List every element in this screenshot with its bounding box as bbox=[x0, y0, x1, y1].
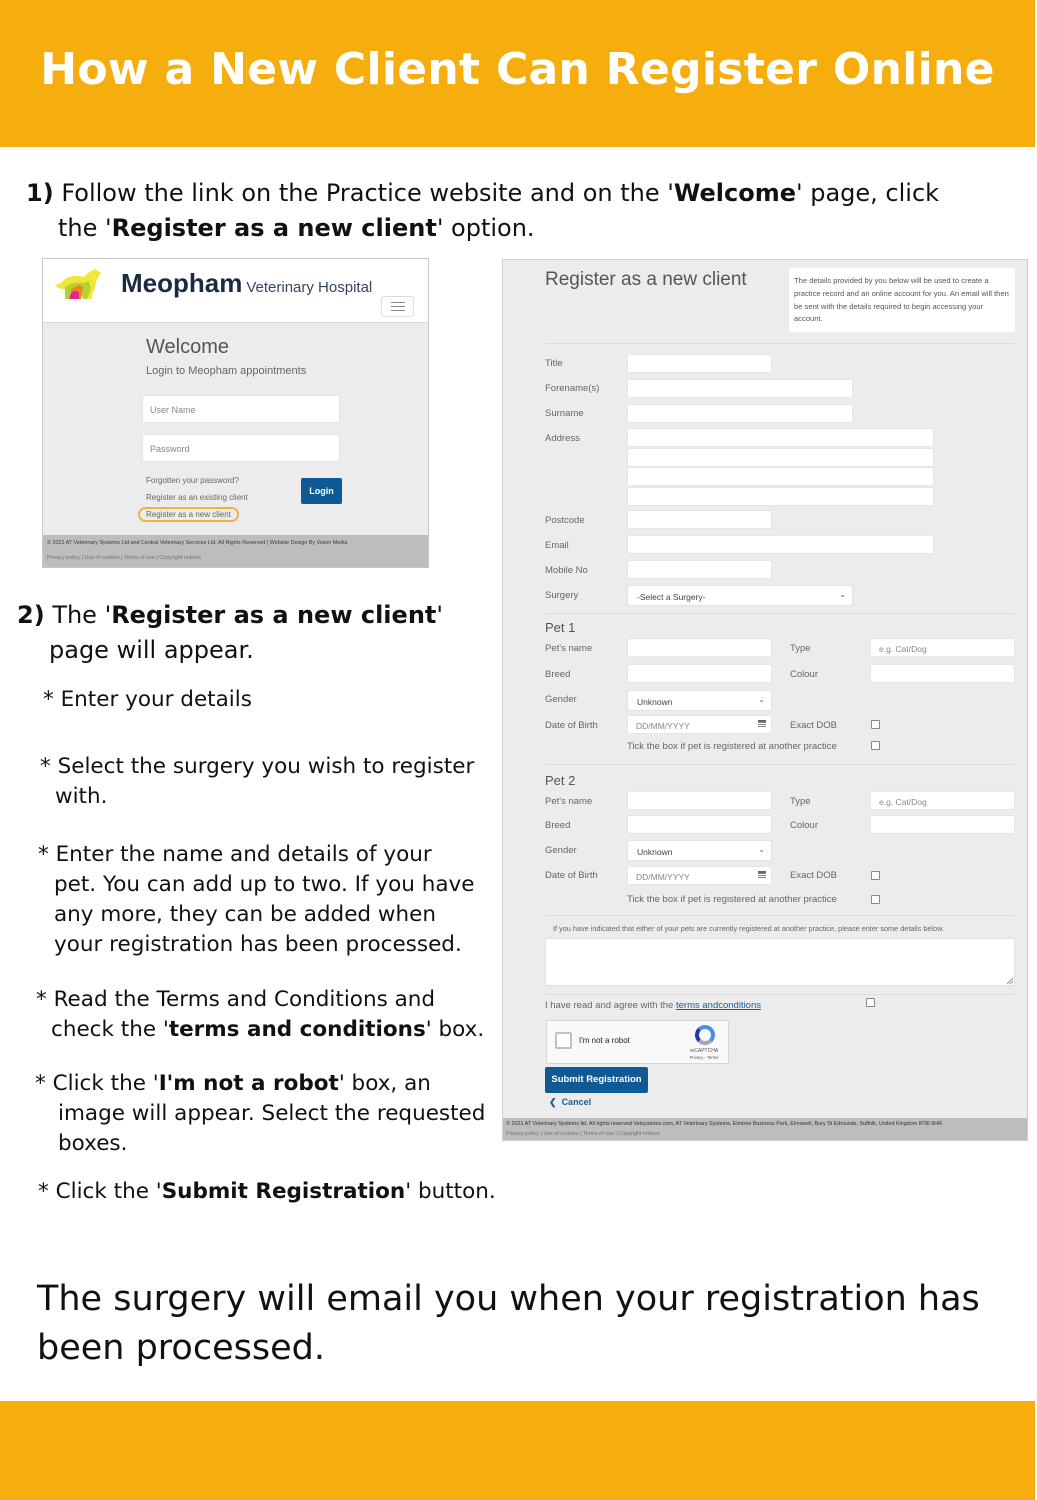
email-label: Email bbox=[545, 540, 569, 551]
step-1-instructions bbox=[26, 176, 1016, 246]
pet-2-exact-dob-checkbox[interactable] bbox=[871, 871, 880, 880]
pet-1-colour-label: Colour bbox=[790, 669, 818, 680]
bullet-text: check the ' bbox=[51, 1017, 169, 1042]
step-text-line: page will appear. bbox=[49, 636, 254, 664]
pet-2-other-practice-checkbox[interactable] bbox=[871, 895, 880, 904]
step-text: The ' bbox=[52, 601, 112, 629]
surname-label: Surname bbox=[545, 408, 584, 419]
welcome-page-screenshot bbox=[42, 258, 429, 568]
pet-1-colour-input[interactable] bbox=[870, 664, 1015, 683]
pet-2-dob-label: Date of Birth bbox=[545, 870, 598, 881]
pet-1-dob-label: Date of Birth bbox=[545, 720, 598, 731]
address-line-2-input[interactable] bbox=[627, 448, 934, 467]
bullet-text: ' box. bbox=[425, 1017, 485, 1042]
pet-2-name-input[interactable] bbox=[627, 791, 772, 810]
bullet-text: your registration has been processed. bbox=[54, 932, 462, 957]
step-number: 2) bbox=[17, 601, 45, 629]
bullet-text-bold: Submit Registration bbox=[161, 1179, 406, 1204]
bullet-submit bbox=[38, 1177, 508, 1207]
site-header bbox=[43, 259, 428, 323]
mobile-input[interactable] bbox=[627, 560, 772, 579]
calendar-icon[interactable] bbox=[758, 871, 766, 879]
calendar-icon[interactable] bbox=[758, 720, 766, 728]
copyright-text: © 2021 AT Veterinary Systems Ltd and Central Veterinary Services Ltd. All Rights Reserved | Website Design By Vision Media bbox=[47, 540, 348, 546]
forgot-password-link[interactable]: Forgotten your password? bbox=[146, 476, 239, 485]
terms-agreement bbox=[545, 1000, 761, 1011]
step-text: ' page, click bbox=[796, 179, 940, 207]
pet-1-type-label: Type bbox=[790, 643, 811, 654]
pet-2-heading: Pet 2 bbox=[545, 773, 576, 788]
divider bbox=[545, 915, 1015, 916]
recaptcha-label: I'm not a robot bbox=[579, 1036, 630, 1045]
footer-banner bbox=[0, 1401, 1035, 1500]
chevron-down-icon: ⌄ bbox=[758, 695, 765, 704]
address-line-3-input[interactable] bbox=[627, 467, 934, 486]
login-button[interactable]: Login bbox=[301, 478, 342, 504]
divider bbox=[545, 994, 1015, 995]
pet-2-exact-dob-label: Exact DOB bbox=[790, 870, 837, 881]
bullet-text-bold: I'm not a robot bbox=[158, 1071, 339, 1096]
surname-input[interactable] bbox=[627, 404, 853, 423]
recaptcha-checkbox[interactable] bbox=[555, 1032, 572, 1049]
title-input[interactable] bbox=[627, 354, 772, 373]
pet-1-heading: Pet 1 bbox=[545, 620, 576, 635]
address-line-1-input[interactable] bbox=[627, 428, 934, 447]
bullet-text: ' button. bbox=[405, 1179, 496, 1204]
pet-2-breed-input[interactable] bbox=[627, 815, 772, 834]
pet-1-name-label: Pet's name bbox=[545, 643, 593, 654]
pet-2-gender-label: Gender bbox=[545, 845, 577, 856]
dob-placeholder: DD/MM/YYYY bbox=[636, 721, 690, 731]
dob-placeholder: DD/MM/YYYY bbox=[636, 872, 690, 882]
divider bbox=[545, 764, 1015, 765]
footer-links[interactable]: Privacy policy | Use of cookies | Terms of use | Copyright notices bbox=[506, 1131, 660, 1137]
pet-1-dob-input[interactable] bbox=[627, 715, 772, 734]
cancel-label: Cancel bbox=[561, 1097, 592, 1107]
site-footer bbox=[43, 535, 428, 568]
pet-2-dob-input[interactable] bbox=[627, 866, 772, 885]
bullet-text: * Enter your details bbox=[43, 687, 252, 712]
bullet-captcha bbox=[35, 1069, 515, 1159]
footer-links[interactable]: Privacy policy | Use of cookies | Terms of use | Copyright notices bbox=[47, 555, 201, 561]
mobile-label: Mobile No bbox=[545, 565, 588, 576]
brand-name: Meopham bbox=[121, 268, 243, 298]
register-existing-client-link[interactable]: Register as an existing client bbox=[146, 493, 248, 502]
chevron-left-icon: ❮ bbox=[549, 1097, 557, 1107]
email-input[interactable] bbox=[627, 535, 934, 554]
divider bbox=[545, 613, 1015, 614]
pet-1-name-input[interactable] bbox=[627, 638, 772, 657]
title-label: Title bbox=[545, 358, 563, 369]
bullet-pet-details bbox=[38, 840, 508, 960]
forename-label: Forename(s) bbox=[545, 383, 600, 394]
surgery-selected-value: -Select a Surgery- bbox=[637, 592, 706, 602]
bullet-text: * Select the surgery you wish to register bbox=[40, 754, 475, 779]
pet-1-type-input[interactable]: e.g. Cat/Dog bbox=[870, 638, 1015, 657]
pet-2-other-practice-label: Tick the box if pet is registered at another practice bbox=[627, 894, 837, 905]
pets-logo-icon bbox=[51, 265, 107, 305]
other-practice-note: If you have indicated that either of your pets are currently registered at another practice, please enter some details below. bbox=[553, 924, 945, 933]
pet-2-type-label: Type bbox=[790, 796, 811, 807]
gender-selected-value: Unknown bbox=[637, 847, 673, 857]
bullet-text-bold: terms and conditions bbox=[168, 1017, 426, 1042]
step-text: Follow the link on the Practice website and on the ' bbox=[61, 179, 674, 207]
pet-1-other-practice-checkbox[interactable] bbox=[871, 741, 880, 750]
chevron-down-icon: ⌄ bbox=[758, 845, 765, 854]
welcome-subtitle: Login to Meopham appointments bbox=[146, 365, 307, 377]
surgery-label: Surgery bbox=[545, 590, 579, 601]
copyright-text: © 2021 AT Veterinary Systems ltd. All rights reserved Vetsystems.com, AT Veterinary Systems, Elmtree Business Park, Elmswell, Bury St Edmunds, Suffolk, United Kingdom IP30 9HR bbox=[506, 1121, 943, 1127]
register-new-client-link[interactable]: Register as a new client bbox=[138, 507, 239, 522]
bullet-text: * Click the ' bbox=[38, 1179, 162, 1204]
bullet-text: boxes. bbox=[58, 1131, 128, 1156]
chevron-down-icon: ⌄ bbox=[839, 590, 846, 599]
pet-2-gender-select[interactable] bbox=[627, 840, 772, 861]
bullet-text: any more, they can be added when bbox=[54, 902, 436, 927]
gender-selected-value: Unknown bbox=[637, 697, 673, 707]
bullet-text: image will appear. Select the requested bbox=[58, 1101, 486, 1126]
username-input[interactable]: User Name bbox=[142, 395, 340, 423]
login-panel bbox=[43, 323, 428, 535]
step-number: 1) bbox=[26, 179, 54, 207]
postcode-input[interactable] bbox=[627, 510, 772, 529]
pet-2-colour-input[interactable] bbox=[870, 815, 1015, 834]
terms-link[interactable]: terms andconditions bbox=[675, 1000, 762, 1011]
bullet-text: pet. You can add up to two. If you have bbox=[54, 872, 475, 897]
brand-subtitle: Veterinary Hospital bbox=[246, 279, 373, 296]
pet-2-type-input[interactable]: e.g. Cat/Dog bbox=[870, 791, 1015, 810]
step-text-bold: Welcome bbox=[673, 179, 796, 207]
recaptcha-widget bbox=[546, 1020, 729, 1064]
step-text-bold: Register as a new client bbox=[111, 214, 437, 242]
bullet-select-surgery bbox=[40, 752, 510, 812]
bullet-terms bbox=[36, 985, 506, 1045]
recaptcha-links[interactable]: Privacy - Terms bbox=[689, 1055, 719, 1060]
pet-1-breed-label: Breed bbox=[545, 669, 571, 680]
step-text: the ' bbox=[58, 214, 112, 242]
pet-1-gender-select[interactable] bbox=[627, 690, 772, 711]
bullet-text: * Enter the name and details of your bbox=[38, 842, 432, 867]
password-input[interactable]: Password bbox=[142, 434, 340, 462]
closing-line: The surgery will email you when your registration has bbox=[37, 1279, 980, 1319]
cancel-link[interactable] bbox=[549, 1097, 591, 1108]
register-info-box: The details provided by you below will be used to create a practice record and an online account for you. An email will then be sent with the details required to begin accessing your account. bbox=[789, 268, 1015, 332]
pet-1-exact-dob-checkbox[interactable] bbox=[871, 720, 880, 729]
bullet-enter-details bbox=[43, 685, 513, 715]
step-text: ' bbox=[436, 601, 443, 629]
terms-text: I have read and agree with the bbox=[545, 1000, 676, 1011]
welcome-heading: Welcome bbox=[146, 336, 229, 358]
step-text: ' option. bbox=[436, 214, 535, 242]
resize-handle-icon[interactable] bbox=[1007, 978, 1013, 984]
header-banner bbox=[0, 0, 1035, 147]
bullet-text: * Read the Terms and Conditions and bbox=[36, 987, 436, 1012]
postcode-label: Postcode bbox=[545, 515, 585, 526]
bullet-text: with. bbox=[55, 784, 108, 809]
terms-checkbox[interactable] bbox=[866, 998, 875, 1007]
pet-2-breed-label: Breed bbox=[545, 820, 571, 831]
surgery-select[interactable] bbox=[627, 585, 853, 606]
pet-1-breed-input[interactable] bbox=[627, 664, 772, 683]
step-2-instructions bbox=[17, 598, 487, 668]
bullet-text: ' box, an bbox=[338, 1071, 431, 1096]
step-text-bold: Register as a new client bbox=[111, 601, 437, 629]
register-heading: Register as a new client bbox=[545, 269, 747, 290]
page-title: How a New Client Can Register Online bbox=[40, 44, 995, 95]
address-line-4-input[interactable] bbox=[627, 487, 934, 506]
pet-2-colour-label: Colour bbox=[790, 820, 818, 831]
pet-2-name-label: Pet's name bbox=[545, 796, 593, 807]
brand bbox=[121, 268, 372, 299]
step-text-line bbox=[26, 211, 1016, 246]
recaptcha-logo-icon bbox=[695, 1025, 715, 1045]
site-footer bbox=[503, 1118, 1027, 1141]
closing-message bbox=[37, 1275, 1027, 1373]
hamburger-menu-icon[interactable] bbox=[381, 296, 414, 317]
divider bbox=[545, 343, 1015, 344]
pet-1-other-practice-label: Tick the box if pet is registered at another practice bbox=[627, 741, 837, 752]
pet-1-gender-label: Gender bbox=[545, 694, 577, 705]
pet-1-exact-dob-label: Exact DOB bbox=[790, 720, 837, 731]
recaptcha-brand: reCAPTCHA bbox=[689, 1048, 719, 1054]
address-label: Address bbox=[545, 433, 580, 444]
submit-registration-button[interactable]: Submit Registration bbox=[545, 1067, 648, 1093]
closing-line: been processed. bbox=[37, 1328, 325, 1368]
register-page-screenshot bbox=[502, 259, 1028, 1141]
other-practice-details-textarea[interactable] bbox=[545, 938, 1015, 986]
bullet-text: * Click the ' bbox=[35, 1071, 159, 1096]
forename-input[interactable] bbox=[627, 379, 853, 398]
